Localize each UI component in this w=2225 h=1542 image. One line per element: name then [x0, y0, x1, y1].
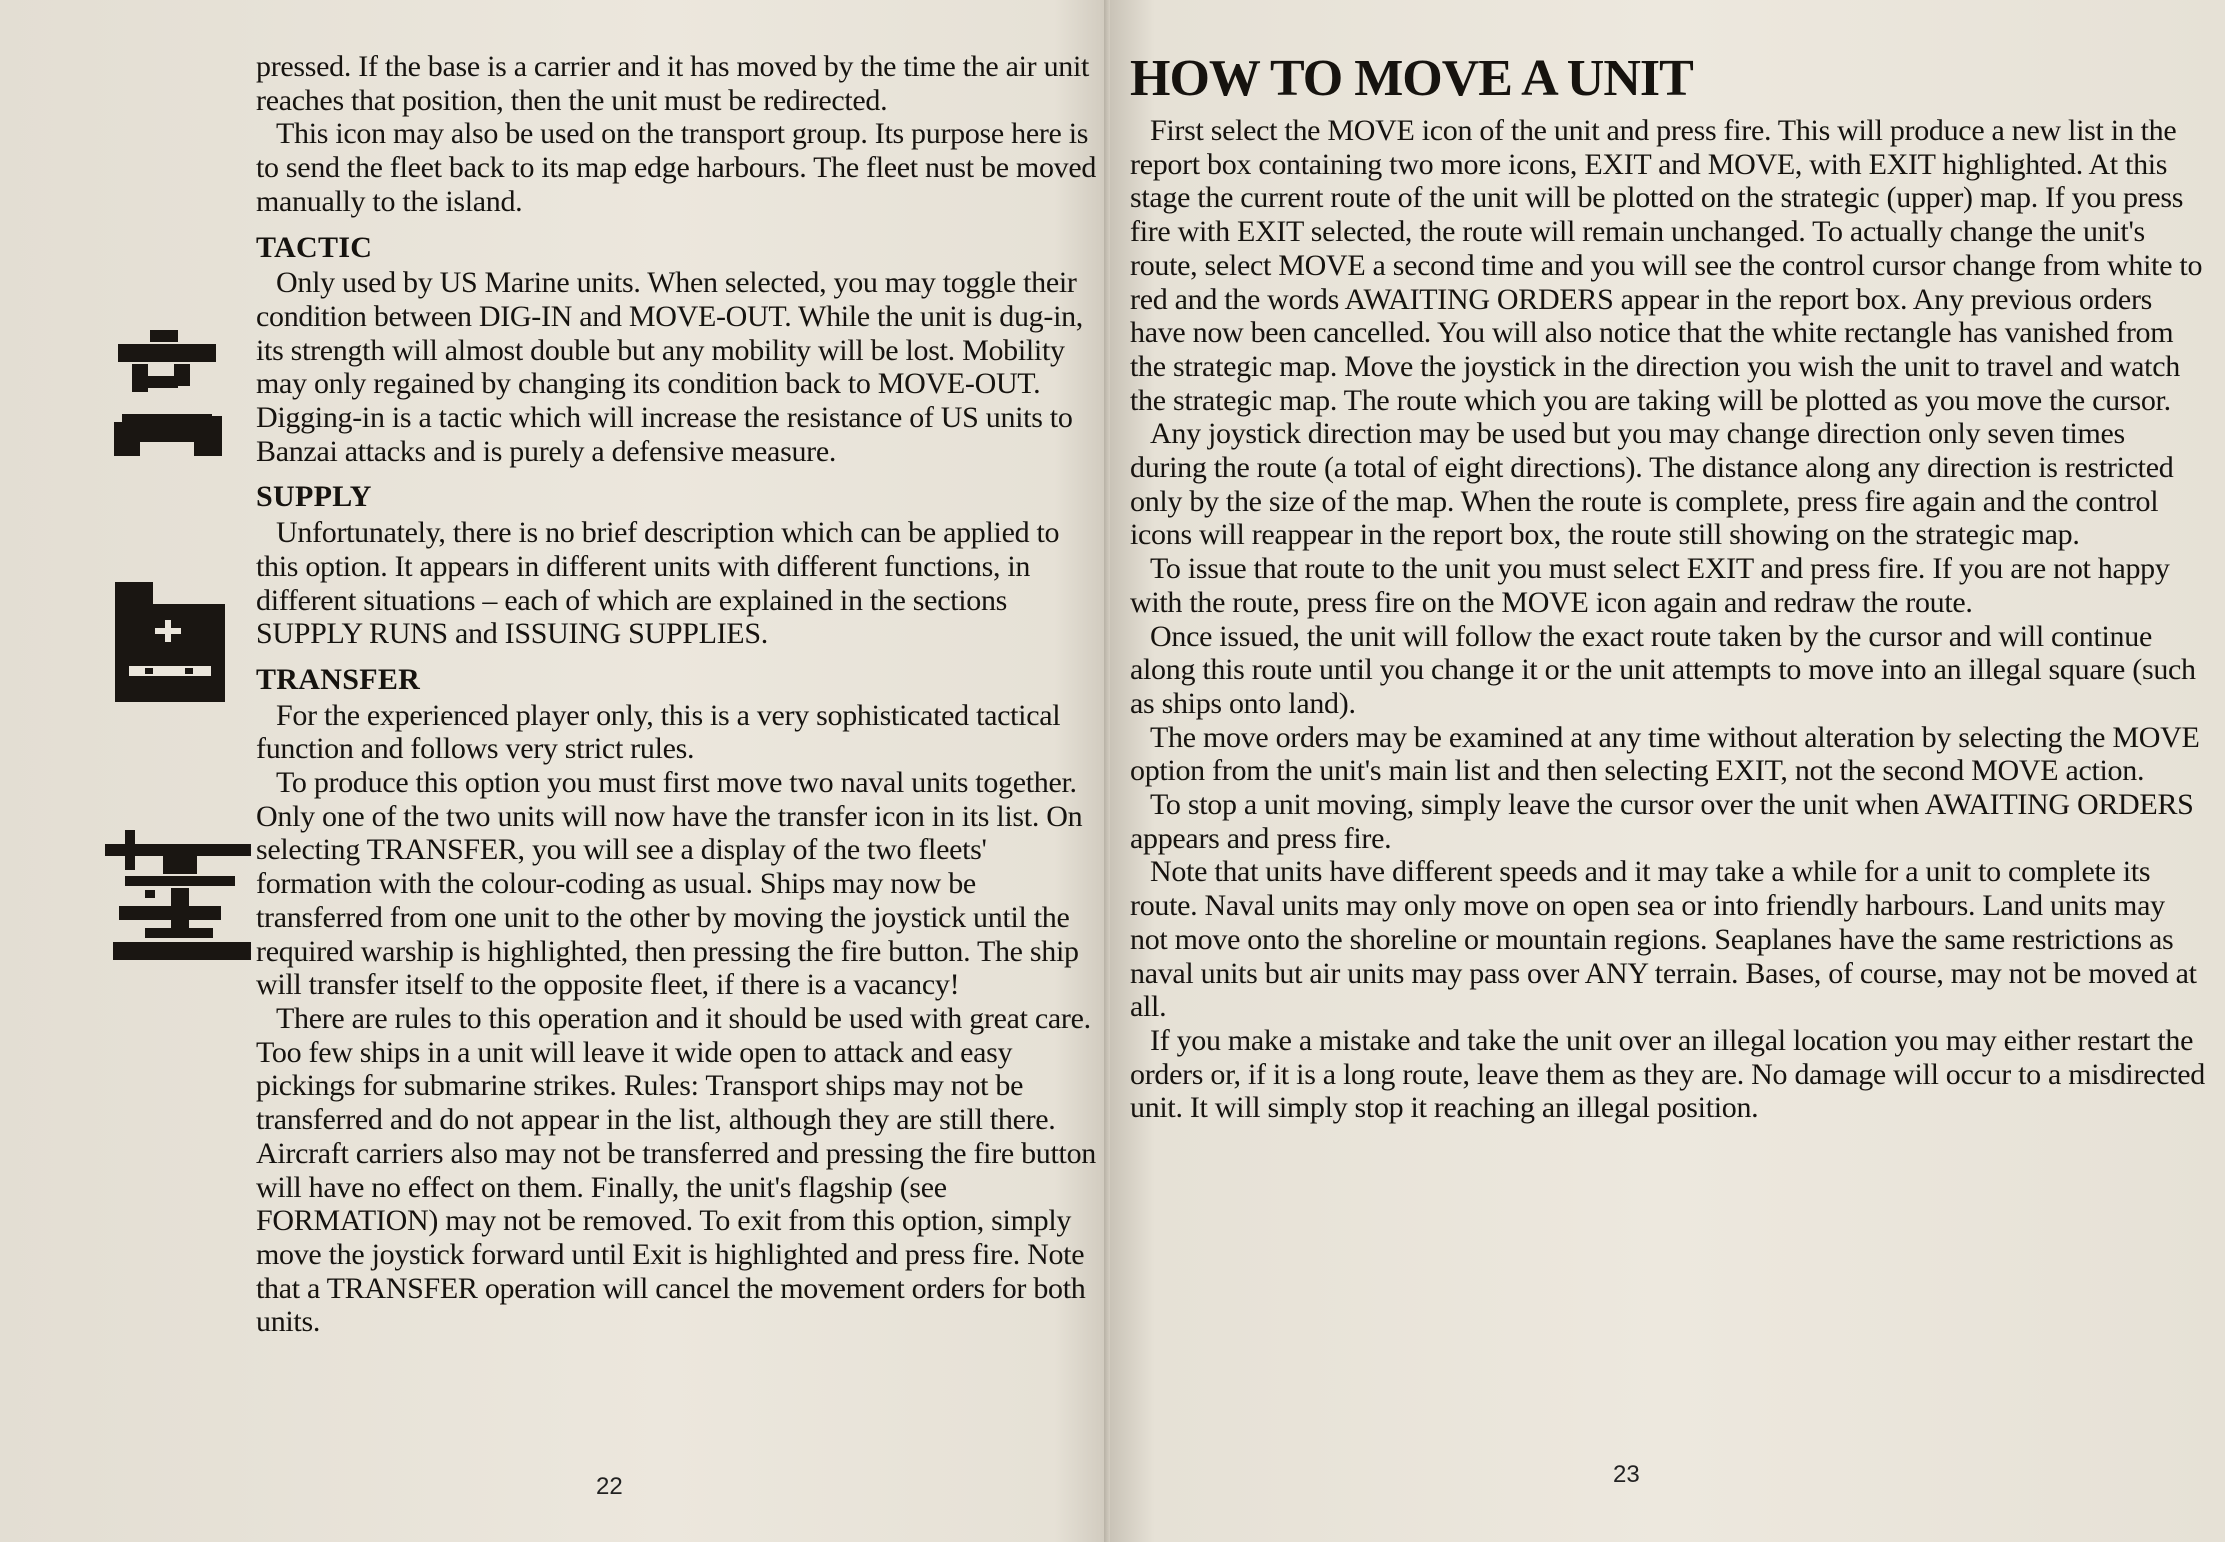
page-number-left: 22: [596, 1473, 623, 1500]
intro-paragraph-2: This icon may also be used on the transport group. Its purpose here is to send the fleet back to its map edge harbours. The fleet nust be moved manually to the island.: [256, 117, 1097, 218]
intro-paragraph-1: pressed. If the base is a carrier and it has moved by the time the air unit reaches that position, then the unit must be redirected.: [256, 50, 1090, 117]
left-text-column: [256, 50, 1106, 1339]
left-page: [0, 0, 1110, 1542]
move-paragraph-8: If you make a mistake and take the unit over an illegal location you may either restart the orders or, if it is a long route, leave them as they are. No damage will occur to a misdirected unit. It will simply stop it reaching an illegal position.: [1130, 1023, 2205, 1125]
supply-body: Unfortunately, there is no brief description which can be applied to this option. It appears in different units with different functions, in different situations – each of which are explained in the sections SUPPLY RUNS and ISSUING SUPPLIES.: [256, 516, 1060, 651]
move-paragraph-3: To issue that route to the unit you must select EXIT and press fire. If you are not happy with the route, press fire on the MOVE icon again and redraw the route.: [1130, 552, 2170, 619]
transfer-paragraph-1: For the experienced player only, this is a very sophisticated tactical function and follows very strict rules.: [256, 698, 1061, 766]
supply-heading: SUPPLY: [256, 480, 372, 514]
right-text-column: [1130, 50, 2208, 1125]
transfer-heading: TRANSFER: [256, 662, 421, 696]
marine-soldier-icon: [112, 330, 222, 460]
tactic-body: Only used by US Marine units. When selected, you may toggle their condition between DIG-IN and MOVE-OUT. While the unit is dug-in, its strength will almost double but any mobility will be lost. Mobility may only regained by changing its condition back to MOVE-OUT. Digging-in is a tactic which will increase the resistance of US units to Banzai attacks and is purely a defensive measure.: [256, 266, 1084, 468]
supply-crate-icon: [115, 582, 225, 702]
transfer-paragraph-2: To produce this option you must first move two naval units together. Only one of the two units will now have the transfer icon in its list. On selecting TRANSFER, you will see a display of the two fleets' formation with the colour-coding as usual. Ships may now be transferred from one unit to the other by moving the joystick until the required warship is highlighted, then pressing the fire button. The ship will transfer itself to the opposite fleet, if there is a vacancy!: [256, 766, 1083, 1002]
move-paragraph-1: First select the MOVE icon of the unit and press fire. This will produce a new list in the report box containing two more icons, EXIT and MOVE, with EXIT highlighted. At this stage the current route of the unit will be plotted on the strategic (upper) map. If you press fire with EXIT selected, the route will remain unchanged. To actually change the unit's route, select MOVE a second time and you will see the control cursor change from white to red and the words AWAITING ORDERS appear in the report box. Any previous orders have now been cancelled. You will also notice that the white rectangle has vanished from the strategic map. Move the joystick in the direction you wish the unit to travel and watch the strategic map. The route which you are taking will be plotted as you move the cursor.: [1130, 114, 2203, 417]
move-paragraph-2: Any joystick direction may be used but you may change direction only seven times during the route (a total of eight directions). The distance along any direction is restricted only by the size of the map. When the route is complete, press fire again and the control icons will reappear in the report box, the route still showing on the strategic map.: [1130, 417, 2174, 552]
move-paragraph-5: The move orders may be examined at any time without alteration by selecting the MOVE option from the unit's main list and then selecting EXIT, not the second MOVE action.: [1130, 720, 2200, 788]
ship-transfer-icon: [105, 830, 255, 965]
move-paragraph-4: Once issued, the unit will follow the exact route taken by the cursor and will continue along this route until you change it or the unit attempts to move into an illegal square (such as ships onto land).: [1130, 619, 2196, 720]
page-title: HOW TO MOVE A UNIT: [1130, 50, 1693, 107]
page-number-right: 23: [1613, 1461, 1640, 1488]
move-paragraph-7: Note that units have different speeds and it may take a while for a unit to complete its route. Naval units may only move on open sea or into friendly harbours. Land units may not move onto the shoreline or mountain regions. Seaplanes have the same restrictions as naval units but air units may pass over ANY terrain. Bases, of course, may not be moved at all.: [1130, 855, 2197, 1024]
transfer-paragraph-3: There are rules to this operation and it should be used with great care. Too few ships in a unit will leave it wide open to attack and easy pickings for submarine strikes. Rules: Transport ships may not be transferred and do not appear in the list, although they are still there. Aircraft carriers also may not be transferred and pressing the fire button will have no effect on them. Finally, the unit's flagship (see FORMATION) may not be removed. To exit from this option, simply move the joystick forward until Exit is highlighted and press fire. Note that a TRANSFER operation will cancel the movement orders for both units.: [256, 1001, 1096, 1339]
tactic-heading: TACTIC: [256, 230, 373, 264]
move-paragraph-6: To stop a unit moving, simply leave the cursor over the unit when AWAITING ORDERS appears and press fire.: [1130, 788, 2194, 855]
right-page: [1110, 0, 2225, 1542]
